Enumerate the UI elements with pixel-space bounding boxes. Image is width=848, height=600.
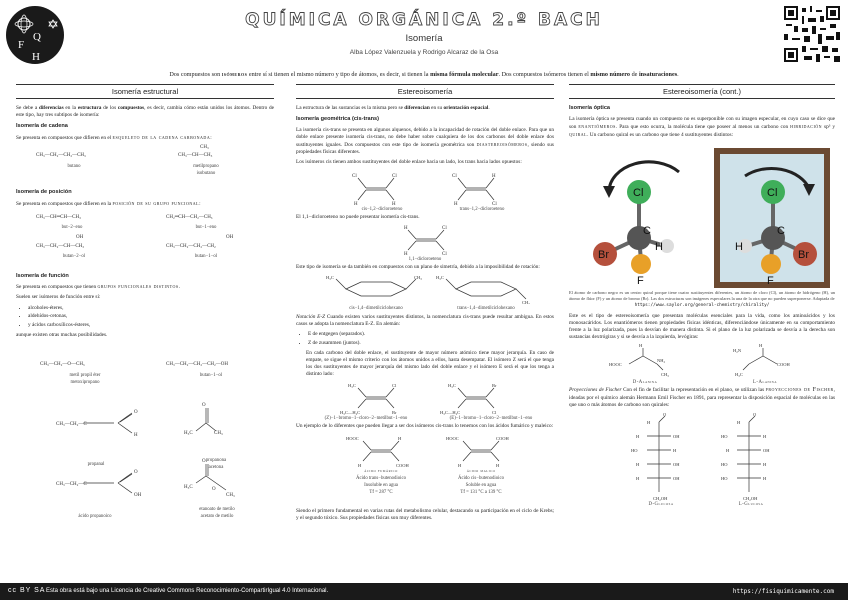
column-structural-isomerism: Isomería estructural Se debe a diferencias en la estructura de los compuestos, es decir, cambia cómo están unidos los átomos. Dentro de este tipo, hay tres subtipos de isomería: Isomería de cadena Se presenta en compuestos que difieren en el esqueleto de la cadena carbonada: CH₃—CH₂—CH₂—CH₃ butano CH₃ CH₃—CH—CH₃ metilpropano isobutano Isomería de posición Se presenta en compuestos que difieren en la posición de su grupo funcional: CH₃—CH═CH—CH₃ but−2−eno CH₂═CH—CH₂—CH₃ but−1−eno OH CH₃—CH₂—CH—CH₃ butan−2−ol OH CH₃—CH₂—CH₂—CH₂ butan−1−ol Isomería de función Se presenta en compuestos que tienen grupos funcionales distintos. Suelen ser isómeros de función entre sí: • alcoholes-éteres, • aldehídos-cetonas, • y ácidos carboxílicos-ésteres, aunque existen otras muchas posibilidades. CH₃—CH₂—O—CH₃ metil propil éter metoxipropano CH₃—CH₂—CH₂—CH₂—OH butan−1−ol CH₃—CH₂—C O H O H₃C CH₃ CH₃—CH₂—C O OH O H₃C O CH₃ propanal propanona acetona ácido propanoico etanoato de metilo acetato de metilo — [16, 84, 274, 580]
list-item: • alcoholes-éteres, — [28, 305, 274, 312]
svg-text:Br: Br — [392, 410, 397, 416]
section-heading: Isomería geométrica (cis-trans) — [296, 116, 380, 123]
atom-c-label: C — [643, 225, 651, 238]
svg-text:H: H — [673, 447, 677, 453]
atom-br-label: Br — [598, 249, 609, 262]
svg-text:Cl: Cl — [492, 201, 497, 206]
svg-text:HO: HO — [721, 461, 728, 467]
svg-text:Cl: Cl — [442, 251, 447, 256]
page-subtitle: Isomería — [405, 33, 443, 44]
svg-text:O: O — [134, 410, 138, 416]
svg-text:H₂N: H₂N — [733, 348, 742, 354]
section-heading: Isomería de posición — [16, 189, 72, 196]
svg-text:H: H — [647, 419, 651, 425]
alanine-figure: HOOC H NH₂ CH₃ H₂N COOH H H₃C D-Alanina L-Alanina — [609, 344, 790, 386]
atom-f-label: F — [637, 275, 644, 288]
atom-h-label: H — [735, 241, 743, 254]
fischer-projection-figure: O H H OH HO H H OH H OH CH₂OH O H HO H H OH HO H HO H CH₂OH D-Glucosa L-Glucosa — [631, 411, 770, 507]
logo-letter-f: F — [18, 39, 25, 51]
svg-text:HOOC: HOOC — [346, 435, 359, 441]
svg-text:CH₃: CH₃ — [661, 372, 669, 378]
svg-text:Cl: Cl — [452, 173, 457, 179]
svg-text:H: H — [636, 461, 640, 467]
chirality-figure — [569, 142, 835, 290]
svg-text:H: H — [763, 461, 767, 467]
svg-text:H: H — [763, 475, 767, 481]
atom-h-label: H — [655, 241, 663, 254]
svg-text:NH₂: NH₂ — [657, 358, 666, 364]
column-heading: Isomería estructural — [16, 84, 274, 99]
column-heading: Estereoisomería — [296, 84, 554, 99]
svg-text:O: O — [753, 411, 757, 417]
svg-text:H₃C—H₂C: H₃C—H₂C — [340, 410, 361, 416]
svg-text:OH: OH — [763, 447, 770, 453]
list-item: • y ácidos carboxílicos-ésteres, — [28, 322, 274, 329]
svg-text:Br: Br — [492, 383, 497, 389]
authors: Alba López Valenzuela y Rodrigo Alcaraz de la Osa — [349, 49, 499, 56]
svg-text:HOOC: HOOC — [446, 435, 459, 441]
ez-list — [308, 331, 554, 347]
cyclohexane-figure: H₃C CH₃ H₃C CH₃ cis−1,4−dimetilciclohexano trans−1,4−dimetilciclohexano — [326, 274, 530, 311]
svg-text:H: H — [492, 173, 496, 179]
section-heading: Isomería de cadena — [16, 123, 68, 130]
logo-letter-h: H — [32, 51, 40, 63]
license-text: Esta obra está bajo una Licencia de Creative Commons Reconocimiento-CompartirIgual 4.0 Internacional. — [46, 588, 329, 594]
svg-text:O: O — [202, 459, 206, 465]
cc-license-icon[interactable]: cc BY SA — [8, 587, 46, 594]
svg-text:OH: OH — [134, 493, 142, 499]
list-item: • aldehídos-cetonas, — [28, 313, 274, 320]
svg-text:CH₂OH: CH₂OH — [653, 495, 668, 501]
svg-text:HOOC: HOOC — [609, 362, 622, 368]
svg-text:H₃C—H₂C: H₃C—H₂C — [440, 410, 461, 416]
svg-text:H₃C: H₃C — [326, 274, 334, 280]
svg-text:H: H — [759, 344, 763, 349]
svg-text:O: O — [663, 411, 667, 417]
ez-figure: H₃C Cl H₃C—H₂C Br H₃C Br H₃C—H₂C Cl (Z)−1−bromo−1−cloro−2−metilbut−1−eno (E)−1−bromo−1−cloro−2−metilbut−1−eno — [324, 383, 533, 422]
svg-text:Cl: Cl — [392, 173, 397, 179]
atom-f-label: F — [767, 275, 774, 288]
atom-cl-label: Cl — [767, 187, 778, 200]
svg-text:CH₃: CH₃ — [522, 299, 530, 304]
cis-trans-figure: Cl Cl H H Cl H H Cl cis−1,2−dicloroeteno trans−1,2−dicloroeteno — [296, 170, 554, 214]
svg-text:OH: OH — [673, 475, 680, 481]
cis-trans-structures — [336, 170, 526, 206]
logo-letter-q: Q — [33, 31, 41, 43]
svg-text:O: O — [134, 470, 138, 476]
atom-c-label: C — [777, 225, 785, 238]
section-heading: Isomería de función — [16, 272, 69, 279]
svg-text:H: H — [458, 462, 462, 468]
figure-source-link[interactable]: https://www.saylor.org/general-chemistry/chirality/ — [634, 302, 770, 308]
svg-text:COOH: COOH — [396, 462, 409, 468]
svg-text:COOH: COOH — [496, 435, 509, 441]
list-item: • Z de zusammen (juntos). — [308, 340, 554, 347]
svg-text:CH₃: CH₃ — [214, 431, 223, 437]
svg-text:Cl: Cl — [492, 410, 497, 416]
function-isomers-figure: CH₃—CH₂—O—CH₃ metil propil éter metoxipropano CH₃—CH₂—CH₂—CH₂—OH butan−1−ol CH₃—CH₂—C O H O H₃C CH₃ CH₃—CH₂—C O OH O H₃C O CH₃ propanal propanona acetona ácido propanoico etanoato de metilo acetato de metilo — [16, 342, 274, 522]
intro-definition: Dos compuestos son isómeros entre sí si tienen el mismo número y tipo de átomos, es decir, si tienen la misma fórmula molecular. Dos compuestos isómeros tienen el mismo número de insaturaciones. — [169, 71, 679, 78]
term-isomeros: isómeros — [221, 72, 248, 78]
fumaric-maleic-figure: HOOC H H COOH HOOC COOH H H ácido fumárico Ácido trans−butenodioico Insoluble en agua Tf = 287 °C ácido malico Ácido cis−butenodioico Soluble en agua Tf = 131 °C a 139 °C — [346, 435, 509, 495]
column-stereoisomerism-cont: Estereoisomería (cont.) Isomería óptica La isomería óptica se presenta cuando un compuesto no es superponible con su imagen especular, en cuyo caso se dice que son enantiómeros. Para que esto ocurra, la molécula tiene que poseer al menos un carbono con hibridación sp³ y quiral. Un carbono quiral es un carbono que tiene 4 sustituyentes distintos: Cl C Br H F Cl C Br H F El átomo de carbono negro es un centro quiral porque tiene cuatro sustituyentes diferentes, un átomo de cloro (Cl), un átomo de hidrógeno (H), un átomo de flúor (F) y un átomo de bromo (Br). Las dos estructuras son imágenes especulares la una de la otra que no pueden superponerse. Adaptada de https://www.saylor.org/general-chemistry/chirality/ Este es el tipo de estereoisomería que presentan moléculas esenciales para la vida, como los aminoácidos y los monosacáridos. Los enantiómeros tienen propiedades físicas idénticas, diferenciándose únicamente en su comportamiento frente a la luz polarizada, pues la desvían de manera distinta. Si el plano de la luz polarizada se desvía a la derecha son sustancias dextrógiras y si se desvía a la izquierda, levógiras: HOOC H NH₂ CH₃ H₂N COOH H H₃C D-Alanina L-Alanina Proyecciones de Fischer Con el fin de facilitar la representación en el plano, se utilizan las proyecciones de Fischer, ideadas por el químico alemán Hermann Emil Fischer en 1891, para representar la disposición espacial de moléculas en las que uno o más átomos de carbono son quirales: O H H OH HO H H OH H OH CH₂OH O H HO H H OH HO H HO H CH₂OH D-Glucosa L-Glucosa — [569, 84, 835, 580]
column-stereoisomerism: Estereoisomería La estructura de las sustancias es la misma pero se diferencian en su orientación espacial. Isomería geométrica (cis-trans) La isomería cis-trans se presenta en algunos alquenos, debido a la incapacidad de rotación del doble enlace. Para que un doble enlace presente isomería cis-trans, no debe haber sobre cualquiera de los dos carbonos del doble enlace dos sustituyentes iguales. Dos compuestos con este tipo de isomería geométrica son diastereoisómeros, siendo sus propiedades físicas diferentes. Los isómeros cis tienen ambos sustituyentes del doble enlace hacia un lado, los trans hacia lados opuestos: Cl Cl H H Cl H H Cl cis−1,2−dicloroeteno trans−1,2−dicloroeteno El 1,1−dicloroeteno no puede presentar isomería cis-trans. H Cl H Cl 1,1−dicloroeteno Este tipo de isomería se da también en compuestos con un plano de simetría, debido a la imposibilidad de rotación: H₃C CH₃ H₃C CH₃ cis−1,4−dimetilciclohexano trans−1,4−dimetilciclohexano Notación E-Z Cuando existen varios sustituyentes distintos, la nomenclatura cis-trans puede resultar ambigua. En estos casos se adopta la nomenclatura E-Z. En alemán: • E de entgegen (separados). • Z de zusammen (juntos). En cada carbono del doble enlace, el sustituyente de mayor número atómico tiene mayor jerarquía. En caso de empate, se sigue el mismo criterio con los átomos unidos a ellos, hasta desempatar. El isómero Z será el que tenga los dos sustituyentes de mayor jerarquía del mismo lado del doble enlace y el isómero E será el que los tenga a distinto lado: H₃C Cl H₃C—H₂C Br H₃C Br H₃C—H₂C Cl (Z)−1−bromo−1−cloro−2−metilbut−1−eno (E)−1−bromo−1−cloro−2−metilbut−1−eno Un ejemplo de lo diferentes que pueden llegar a ser dos isómeros cis-trans lo tenemos con los ácidos fumárico y maleico: HOOC H H COOH HOOC COOH H H ácido fumárico Ácido trans−butenodioico Insoluble en agua Tf = 287 °C ácido malico Ácido cis−butenodioico Soluble en agua Tf = 131 °C a 139 °C Siendo el primero fundamental en varias rutas del metabolismo celular, destacando su participación en el ciclo de Krebs; y el segundo tóxico. Sus propiedades físicas son muy diferentes. — [296, 84, 554, 580]
svg-text:H: H — [398, 435, 402, 441]
svg-text:H₃C: H₃C — [436, 274, 444, 280]
svg-text:H: H — [358, 462, 362, 468]
svg-text:H: H — [737, 419, 741, 425]
svg-text:H₃C: H₃C — [735, 372, 743, 378]
svg-text:Cl: Cl — [352, 173, 357, 179]
list-item: • E de entgegen (separados). — [308, 331, 554, 338]
svg-text:Cl: Cl — [392, 383, 397, 389]
column-heading: Estereoisomería (cont.) — [569, 84, 835, 99]
svg-text:COOH: COOH — [777, 362, 790, 368]
website-link[interactable]: https://fisiquimicamente.com — [732, 588, 834, 595]
svg-text:H: H — [496, 462, 500, 468]
chiral-molecule-mirror — [569, 142, 835, 290]
footer — [0, 583, 848, 600]
svg-text:H₃C: H₃C — [184, 485, 193, 491]
atom-cl-label: Cl — [633, 187, 644, 200]
svg-text:CH₃: CH₃ — [414, 274, 422, 280]
svg-text:H: H — [639, 344, 643, 349]
chain-isomers-figure: CH₃—CH₂—CH₂—CH₃ butano CH₃ CH₃—CH—CH₃ metilpropano isobutano — [36, 145, 219, 177]
svg-text:H: H — [636, 475, 640, 481]
svg-text:CH₃: CH₃ — [226, 493, 235, 499]
svg-text:H₃C: H₃C — [448, 383, 456, 389]
header — [0, 0, 848, 70]
page-title: QUÍMICA ORGÁNICA 2.º BACH — [245, 10, 603, 30]
svg-text:CH₃—CH₂—C: CH₃—CH₂—C — [56, 422, 87, 428]
svg-text:HO: HO — [631, 447, 638, 453]
svg-text:H: H — [404, 225, 408, 231]
section-heading: Isomería óptica — [569, 105, 611, 112]
dichloroethene-11-figure: H Cl H Cl 1,1−dicloroeteno — [404, 225, 447, 262]
svg-text:H: H — [392, 201, 396, 206]
svg-text:H: H — [636, 433, 640, 439]
svg-text:H₃C: H₃C — [184, 431, 193, 437]
svg-text:H: H — [454, 201, 458, 206]
svg-text:OH: OH — [673, 461, 680, 467]
figure-caption: El átomo de carbono negro es un centro quiral porque tiene cuatro sustituyentes diferentes, un átomo de cloro (Cl), un átomo de hidrógeno (H), un átomo de flúor (F) y un átomo de bromo (Br). Las dos estructuras son imágenes especulares la una de la otra que no pueden superponerse. Adaptada de — [569, 290, 835, 302]
svg-text:CH₃—CH₂—C: CH₃—CH₂—C — [56, 482, 87, 488]
svg-text:H: H — [354, 201, 358, 206]
atom-br-label: Br — [798, 249, 809, 262]
svg-text:OH: OH — [673, 433, 680, 439]
svg-text:HO: HO — [721, 433, 728, 439]
qr-code-icon[interactable] — [784, 6, 840, 62]
svg-text:HO: HO — [721, 475, 728, 481]
svg-text:H: H — [404, 251, 408, 256]
svg-text:H: H — [134, 433, 138, 439]
svg-text:O: O — [202, 403, 206, 409]
function-isomer-list — [28, 305, 274, 329]
svg-text:Cl: Cl — [442, 225, 447, 231]
svg-text:O: O — [212, 487, 216, 493]
svg-text:H: H — [763, 433, 767, 439]
position-isomers-figure: CH₃—CH═CH—CH₃ but−2−eno CH₂═CH—CH₂—CH₃ but−1−eno OH CH₃—CH₂—CH—CH₃ butan−2−ol OH CH₃—CH₂—CH₂—CH₂ butan−1−ol — [36, 214, 234, 259]
svg-text:H₃C: H₃C — [348, 383, 356, 389]
svg-text:H: H — [726, 447, 730, 453]
svg-text:CH₂OH: CH₂OH — [743, 495, 758, 501]
